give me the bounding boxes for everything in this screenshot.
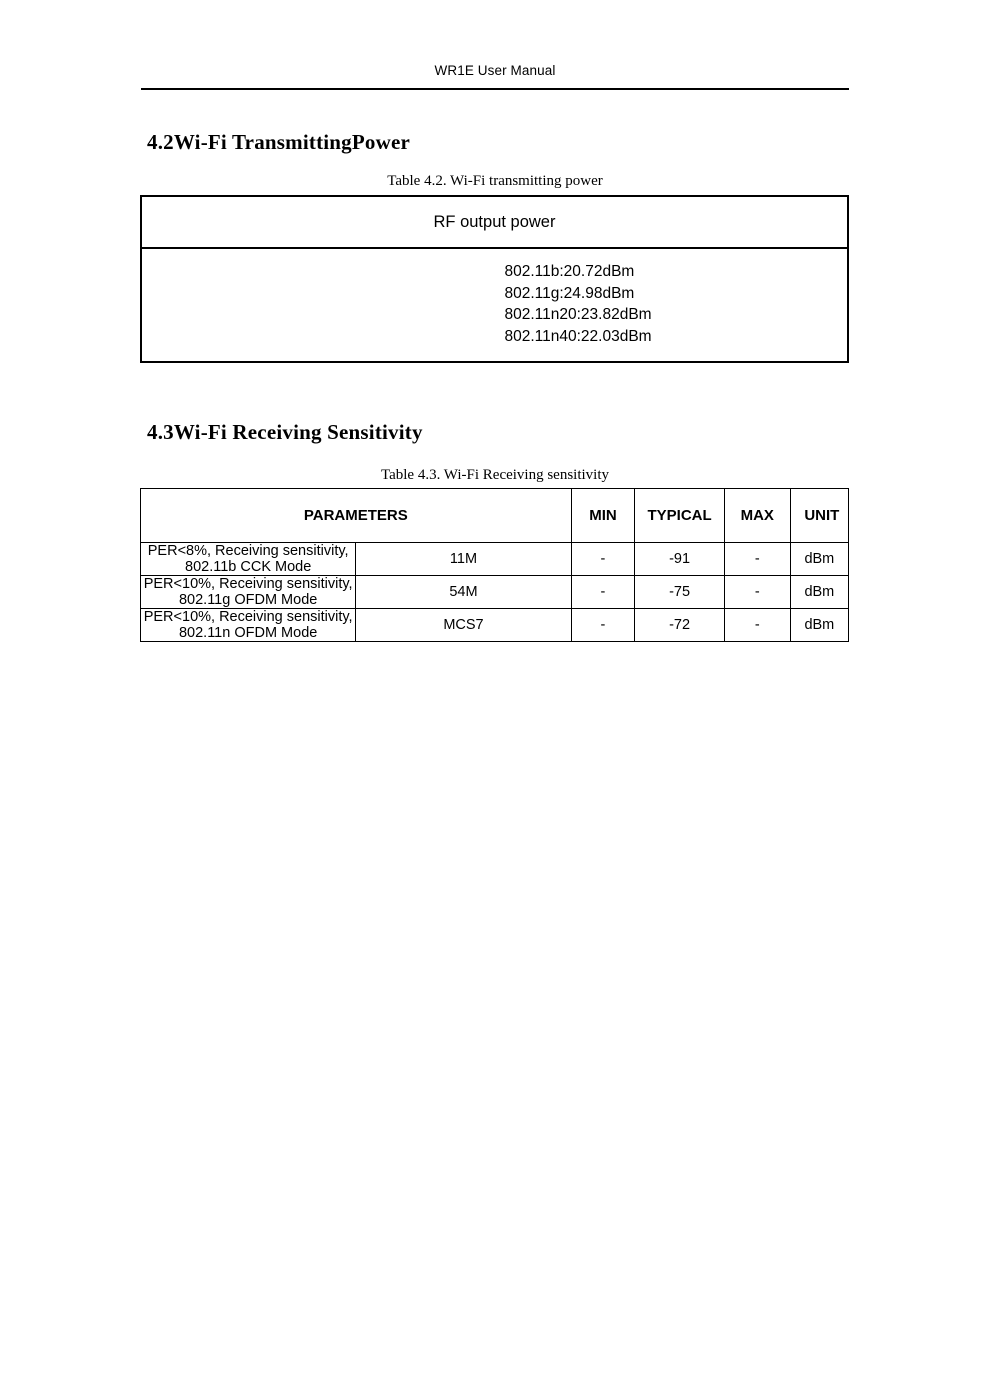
table-header-row [141, 489, 849, 543]
table-power-value: 802.11g:24.98dBm [504, 284, 635, 302]
cell-min: - [571, 543, 635, 576]
table-row [141, 543, 849, 576]
column-header-max: MAX [724, 489, 790, 543]
cell-rate: 11M [356, 543, 571, 576]
table-power-header-row [142, 197, 847, 249]
cell-max: - [724, 543, 790, 576]
cell-unit: dBm [790, 543, 848, 576]
cell-max: - [724, 576, 790, 609]
cell-unit: dBm [790, 609, 848, 642]
table-wifi-transmitting-power [140, 195, 849, 363]
section-heading-4-3: 4.3Wi-Fi Receiving Sensitivity [147, 420, 423, 444]
table-sensitivity-head [141, 489, 849, 543]
page-header [141, 62, 849, 83]
column-header-min: MIN [571, 489, 635, 543]
cell-parameter: PER<10%, Receiving sensitivity, 802.11g OFDM Mode [141, 576, 356, 609]
section-heading-4-2: 4.2Wi-Fi TransmittingPower [147, 130, 411, 154]
cell-min: - [571, 576, 635, 609]
column-header-typical: TYPICAL [635, 489, 725, 543]
table-caption-4-2: Table 4.2. Wi-Fi transmitting power [387, 173, 603, 189]
cell-parameter: PER<10%, Receiving sensitivity, 802.11n OFDM Mode [141, 609, 356, 642]
cell-typical: -72 [635, 609, 725, 642]
table-power-header-cell: RF output power [433, 212, 556, 231]
cell-max: - [724, 609, 790, 642]
cell-parameter: PER<8%, Receiving sensitivity, 802.11b CCK Mode [141, 543, 356, 576]
table-sensitivity-body [141, 543, 849, 642]
table-power-body [142, 249, 847, 361]
column-header-unit-text: UNIT [804, 507, 840, 524]
table-caption-4-3: Table 4.3. Wi-Fi Receiving sensitivity [380, 467, 610, 483]
table-power-value: 802.11n20:23.82dBm [504, 306, 652, 323]
cell-rate: 54M [356, 576, 571, 609]
cell-typical: -91 [635, 543, 725, 576]
table-power-value: 802.11n40:22.03dBm [504, 327, 652, 345]
column-header-parameters: PARAMETERS [141, 489, 572, 543]
cell-min: - [571, 609, 635, 642]
table-power-value: 802.11b:20.72dBm [504, 263, 635, 280]
table-wifi-receiving-sensitivity [140, 488, 849, 642]
cell-typical: -75 [635, 576, 725, 609]
table-row [141, 576, 849, 609]
column-header-unit [790, 489, 848, 543]
cell-unit: dBm [790, 576, 848, 609]
page-header-title: WR1E User Manual [434, 63, 556, 78]
table-row [141, 609, 849, 642]
cell-rate: MCS7 [356, 609, 571, 642]
header-divider [141, 88, 849, 90]
